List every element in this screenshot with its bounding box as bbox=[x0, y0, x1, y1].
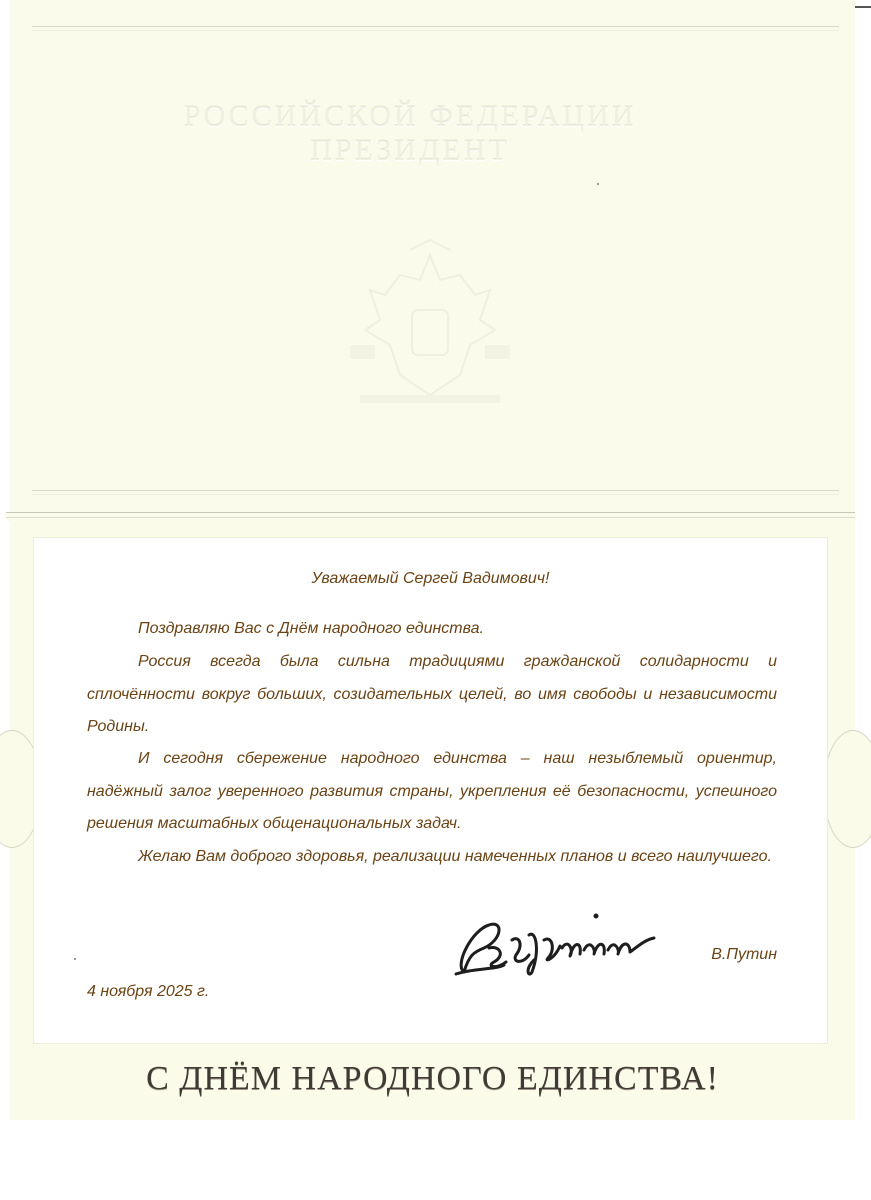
salutation: Уважаемый Сергей Вадимович! bbox=[311, 570, 550, 587]
cover-bottom-rule bbox=[32, 490, 839, 495]
cover-top-rule bbox=[32, 26, 839, 31]
letter-date: 4 ноября 2025 г. bbox=[87, 983, 210, 1000]
holiday-banner: С ДНЁМ НАРОДНОГО ЕДИНСТВА! bbox=[146, 1060, 719, 1097]
paper-speck bbox=[597, 183, 599, 185]
paragraph-4: Желаю Вам доброго здоровья, реализации намеченных планов и всего наилучшего. bbox=[138, 848, 772, 865]
embossed-heading-line1: РОССИЙСКОЙ ФЕДЕРАЦИИ bbox=[183, 100, 637, 133]
eagle-emblem-icon bbox=[340, 235, 520, 410]
congratulation-letter bbox=[33, 537, 828, 1044]
signer-name: В.Путин bbox=[711, 946, 777, 963]
paragraph-2: Россия всегда была сильна традициями гражданской солидарности и сплочённости вокруг больших, созидательных целей, во имя свободы и независимости Родины. bbox=[87, 653, 777, 735]
paper-speck bbox=[74, 958, 76, 960]
signature-icon bbox=[444, 910, 659, 980]
scan-edge-mark bbox=[855, 6, 871, 8]
pocket-notch-right bbox=[823, 730, 871, 848]
card-cover bbox=[10, 0, 855, 512]
paragraph-3: И сегодня сбережение народного единства – наш незыблемый ориентир, надёжный залог уверенного развития страны, укрепления её безопасности, успешного решения масштабных общенациональных задач. bbox=[87, 750, 777, 832]
embossed-heading bbox=[150, 100, 670, 168]
embossed-heading-line2: ПРЕЗИДЕНТ bbox=[310, 134, 510, 167]
paragraph-1: Поздравляю Вас с Днём народного единства. bbox=[138, 620, 484, 637]
